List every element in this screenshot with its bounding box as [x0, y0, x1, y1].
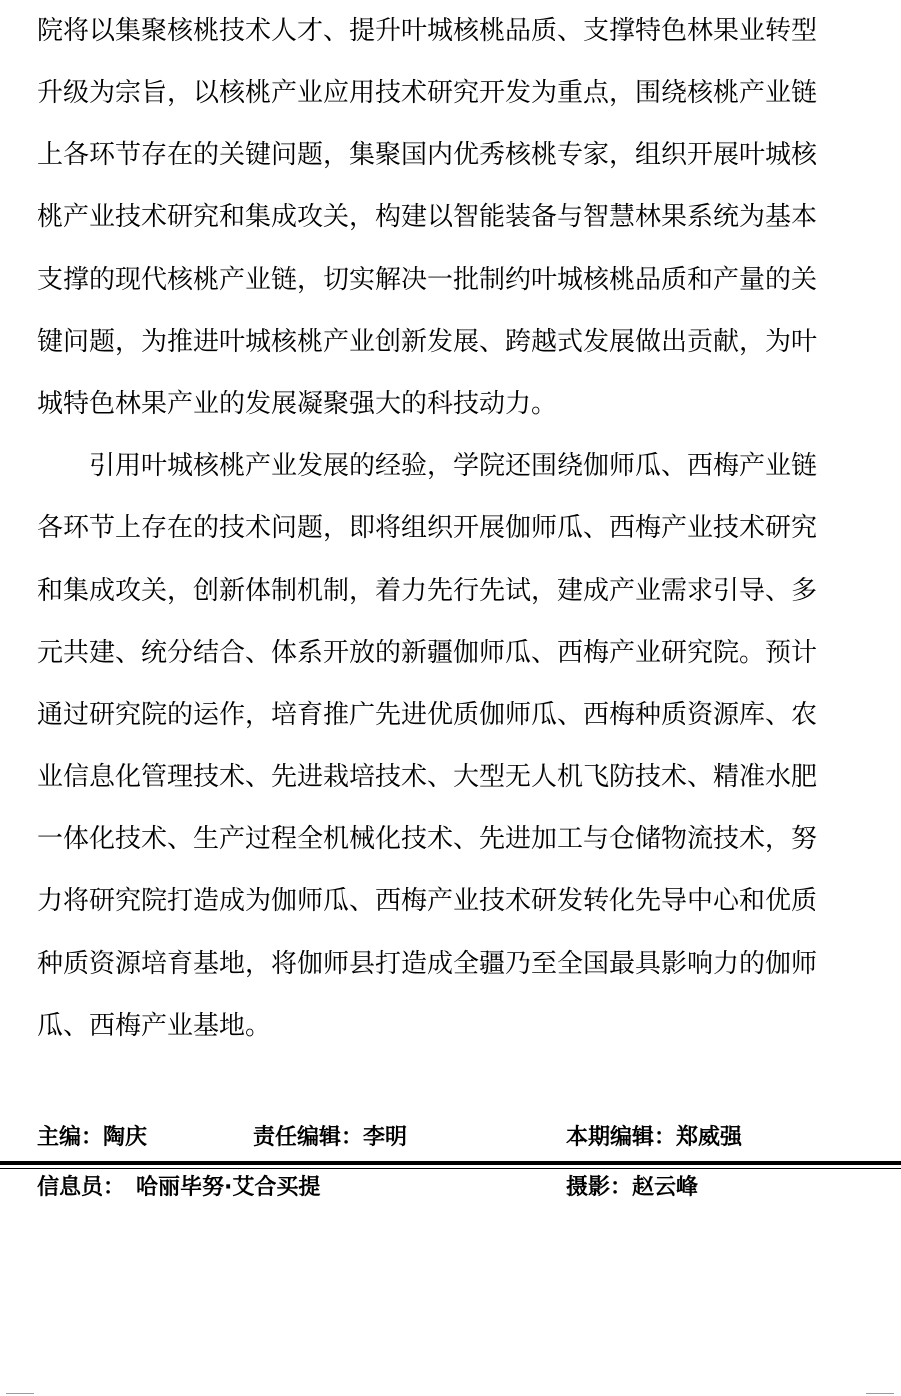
photography-credit: 摄影：赵云峰 [566, 1175, 699, 1200]
paragraph-2-line-8: 力将研究院打造成为伽师瓜、西梅产业技术研发转化先导中心和优质 [37, 886, 818, 917]
page-corner-mark-left [6, 1393, 34, 1394]
paragraph-1-line-1: 院将以集聚核桃技术人才、提升叶城核桃品质、支撑特色林果业转型 [37, 16, 818, 46]
paragraph-2-line-7: 一体化技术、生产过程全机械化技术、先进加工与仓储物流技术，努 [37, 824, 818, 855]
paragraph-2-line-6: 业信息化管理技术、先进栽培技术、大型无人机飞防技术、精准水肥 [37, 762, 818, 793]
paragraph-1-line-4: 桃产业技术研究和集成攻关，构建以智能装备与智慧林果系统为基本 [37, 202, 818, 233]
responsible-editor-credit: 责任编辑：李明 [253, 1125, 408, 1150]
paragraph-1-line-5: 支撑的现代核桃产业链，切实解决一批制约叶城核桃品质和产量的关 [37, 264, 818, 295]
paragraph-1-line-6: 键问题，为推进叶城核桃产业创新发展、跨越式发展做出贡献，为叶 [37, 326, 818, 357]
paragraph-2-line-5: 通过研究院的运作，培育推广先进优质伽师瓜、西梅种质资源库、农 [37, 699, 818, 730]
issue-editor-credit: 本期编辑：郑威强 [566, 1125, 743, 1150]
paragraph-1-line-7: 城特色林果产业的发展凝聚强大的科技动力。 [37, 388, 558, 419]
paragraph-2-line-4: 元共建、统分结合、体系开放的新疆伽师瓜、西梅产业研究院。预计 [37, 637, 818, 668]
chief-editor-credit: 主编：陶庆 [37, 1125, 148, 1150]
paragraph-2-line-3: 和集成攻关，创新体制机制，着力先行先试，建成产业需求引导、多 [37, 575, 818, 606]
footer-divider-thin [0, 1168, 901, 1169]
informant-credit: 信息员： 哈丽毕努·艾合买提 [37, 1175, 321, 1200]
paragraph-2-line-1: 引用叶城核桃产业发展的经验，学院还围绕伽师瓜、西梅产业链 [37, 451, 818, 482]
paragraph-2-line-2: 各环节上存在的技术问题，即将组织开展伽师瓜、西梅产业技术研究 [37, 513, 818, 544]
paragraph-1-line-3: 上各环节存在的关键问题，集聚国内优秀核桃专家，组织开展叶城核 [37, 140, 818, 171]
article-body [37, 0, 865, 1057]
page-corner-mark-right [866, 1393, 894, 1394]
footer-divider-thick [0, 1161, 901, 1165]
paragraph-2-line-9: 种质资源培育基地，将伽师县打造成全疆乃至全国最具影响力的伽师 [37, 948, 818, 979]
paragraph-2-line-10: 瓜、西梅产业基地。 [37, 1010, 272, 1041]
paragraph-1-line-2: 升级为宗旨，以核桃产业应用技术研究开发为重点，围绕核桃产业链 [37, 78, 818, 108]
